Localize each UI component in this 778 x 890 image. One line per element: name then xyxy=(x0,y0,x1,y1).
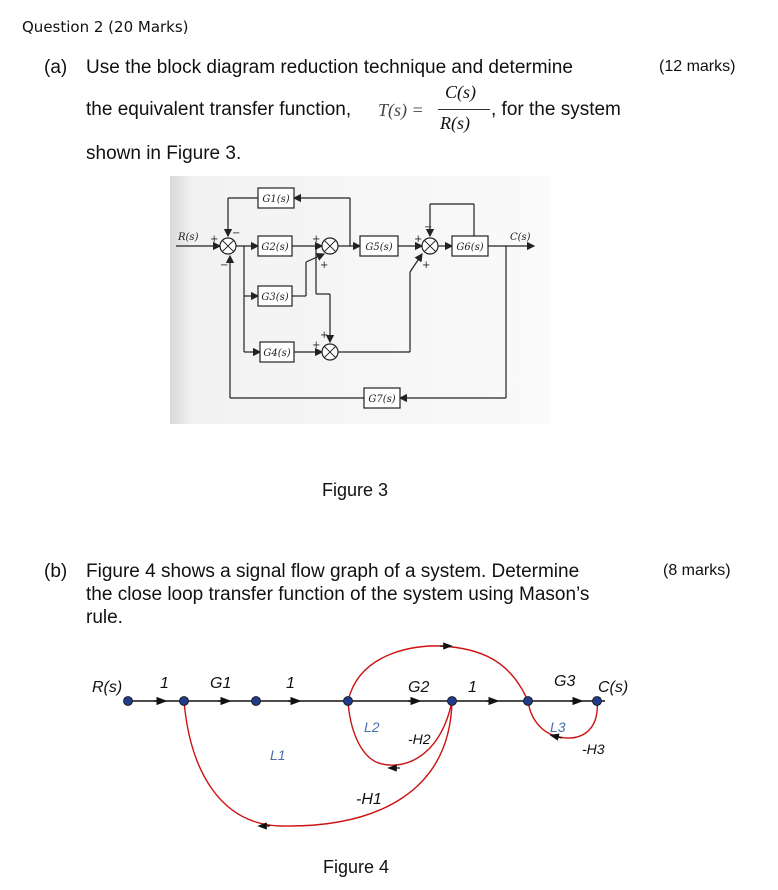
branch-h1 xyxy=(184,701,452,826)
sfg-feedback-h1: -H1 xyxy=(356,791,382,808)
svg-text:+: + xyxy=(320,260,329,271)
sfg-node-4 xyxy=(448,697,457,706)
fig3-input-label: R(s) xyxy=(178,232,199,243)
part-b-label: (b) xyxy=(44,561,68,582)
sfg-node-5 xyxy=(524,697,533,706)
svg-text:+: + xyxy=(422,260,431,271)
figure-4-signal-flow-graph xyxy=(80,640,720,840)
sfg-loop-l1: L1 xyxy=(270,747,286,763)
sfg-output-label: C(s) xyxy=(598,679,629,696)
sfg-node-2 xyxy=(252,697,261,706)
sfg-gain-1a: 1 xyxy=(160,675,169,692)
sfg-gain-g3: G3 xyxy=(554,673,576,690)
fig3-output-label: C(s) xyxy=(510,232,531,243)
figure-3-caption: Figure 3 xyxy=(322,480,389,500)
sfg-gain-g2: G2 xyxy=(408,679,430,696)
part-b-line1: Figure 4 shows a signal flow graph of a system. Determine xyxy=(86,561,580,582)
sfg-node-1 xyxy=(180,697,189,706)
sfg-gain-g1: G1 xyxy=(210,675,232,692)
part-a-line3: shown in Figure 3. xyxy=(86,143,242,164)
block-g4-label: G4(s) xyxy=(263,348,291,359)
part-b-line2: the close loop transfer function of the system using Mason’s xyxy=(86,584,590,605)
svg-text:−: − xyxy=(232,228,241,239)
svg-text:+: + xyxy=(320,330,329,341)
sfg-loop-l3: L3 xyxy=(550,719,566,735)
svg-text:−: − xyxy=(220,260,229,271)
part-a-marks: (12 marks) xyxy=(659,58,736,75)
tf-lhs: T(s) = xyxy=(378,100,424,120)
part-a-line2-post: , for the system xyxy=(491,99,621,120)
scan-background xyxy=(170,176,550,424)
sfg-node-output xyxy=(593,697,602,706)
branch-g3-bypass xyxy=(348,646,528,701)
block-g7-label: G7(s) xyxy=(368,394,396,405)
svg-text:−: − xyxy=(424,222,433,233)
tf-denominator: R(s) xyxy=(440,113,470,133)
part-b-marks: (8 marks) xyxy=(663,562,731,579)
sfg-feedback-h2: -H2 xyxy=(408,731,431,747)
block-g3-label: G3(s) xyxy=(261,292,289,303)
svg-text:+: + xyxy=(210,234,219,245)
sfg-node-3 xyxy=(344,697,353,706)
sfg-node-input xyxy=(124,697,133,706)
block-g2-label: G2(s) xyxy=(261,242,289,253)
figure-3-block-diagram xyxy=(170,176,550,424)
tf-numerator: C(s) xyxy=(445,82,476,102)
tf-fraction-bar xyxy=(438,109,490,110)
question-title: Question 2 (20 Marks) xyxy=(22,18,189,36)
part-a-line2-pre: the equivalent transfer function, xyxy=(86,99,352,120)
sfg-input-label: R(s) xyxy=(92,679,123,696)
block-g1-label: G1(s) xyxy=(262,194,290,205)
sfg-gain-1c: 1 xyxy=(468,679,477,696)
figure-4-caption: Figure 4 xyxy=(323,857,390,877)
part-b-line3: rule. xyxy=(86,607,123,628)
sfg-feedback-h3: -H3 xyxy=(582,741,605,757)
svg-text:+: + xyxy=(414,234,423,245)
block-g5-label: G5(s) xyxy=(365,242,393,253)
svg-text:+: + xyxy=(312,234,321,245)
sfg-gain-1b: 1 xyxy=(286,675,295,692)
part-a-label: (a) xyxy=(44,57,68,78)
part-a-line1: Use the block diagram reduction technique and determine xyxy=(86,57,573,78)
svg-text:+: + xyxy=(312,340,321,351)
sfg-loop-l2: L2 xyxy=(364,719,380,735)
block-g6-label: G6(s) xyxy=(456,242,484,253)
